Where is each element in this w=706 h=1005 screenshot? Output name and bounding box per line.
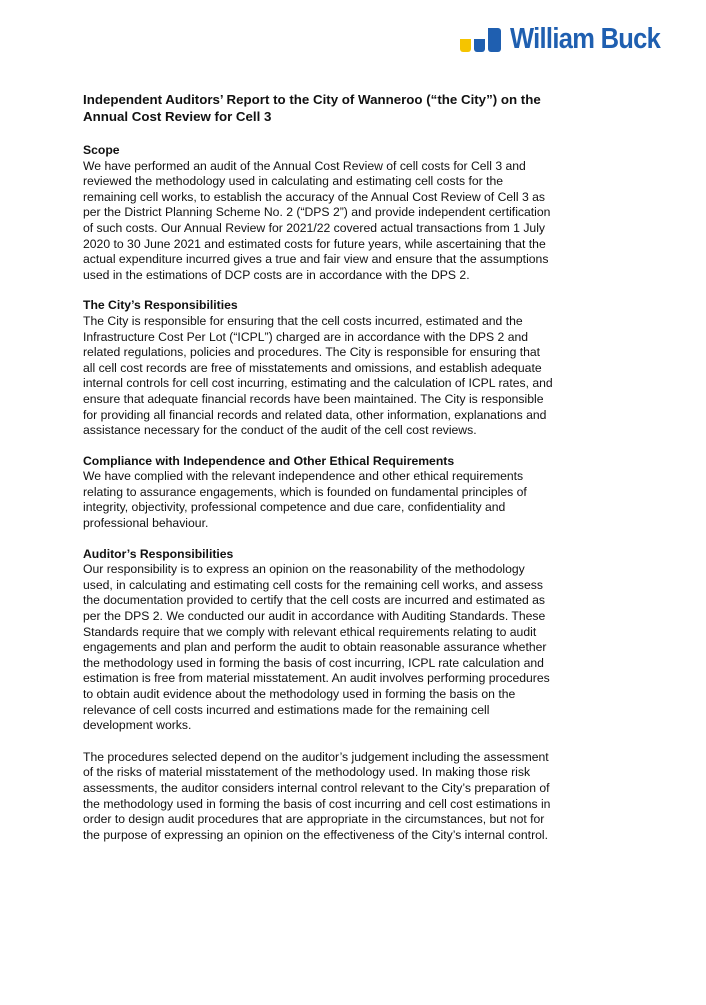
section-paragraph: The procedures selected depend on the auditor’s judgement including the assessment of the risks of material misstatement of the methodology used. In making those risk assessments, the auditor considers internal control relevant to the City’s preparation of the methodology used in forming the basis of cost incurring and cell cost estimations in order to design audit procedures that are appropriate in the circumstances, but not for the purpose of expressing an opinion on the effectiveness of the City’s internal control. (83, 749, 551, 842)
section-heading: The City’s Responsibilities (83, 298, 238, 313)
logo-blue-block-small (474, 39, 485, 52)
section-scope (83, 143, 553, 283)
william-buck-logo (460, 22, 692, 56)
section-heading: Scope (83, 143, 120, 157)
section-paragraph: The City is responsible for ensuring that the cell costs incurred, estimated and the Infrastructure Cost Per Lot (“ICPL”) charged are in accordance with the DPS 2 and related regulations, policies and procedures. The City is responsible for ensuring that all cell cost records are free of misstatements and omissions, and establish adequate internal controls for cell cost incurring, estimating and the calculation of ICPL rates, and ensure that adequate financial records have been maintained. The City is responsible for providing all financial records and related data, other information, explanations and assistance necessary for the conduct of the audit of the cell cost reviews. (83, 313, 553, 438)
logo-mark-icon (460, 26, 504, 52)
logo-blue-block-tall (488, 28, 501, 52)
section-independence-ethics (83, 454, 553, 532)
section-paragraph: We have complied with the relevant independence and other ethical requirements relating to assurance engagements, which is founded on fundamental principles of integrity, objectivity, professional competence and due care, confidentiality and professional behaviour. (83, 469, 527, 531)
section-city-responsibilities (83, 298, 553, 438)
logo-text: William Buck (510, 22, 661, 55)
section-heading: Compliance with Independence and Other Ethical Requirements (83, 453, 455, 468)
section-paragraph: Our responsibility is to express an opinion on the reasonability of the methodology used, in calculating and estimating cell costs for the remaining cell works, and assess the documentation provided to certify that the cell costs are incurred and estimated as per the DPS 2. We conducted our audit in accordance with Auditing Standards. These Standards require that we comply with relevant ethical requirements relating to audit engagements and plan and perform the audit to obtain reasonable assurance whether the methodology used in forming the basis of cost incurring, ICPL rate calculation and estimation is free from material misstatement. An audit involves performing procedures to obtain audit evidence about the methodology used in forming the basis on the relevance of cell costs incurred and estimations made for the remaining cell development works. (83, 562, 550, 733)
section-heading: Auditor’s Responsibilities (83, 546, 234, 561)
logo-yellow-block (460, 39, 471, 52)
section-auditor-responsibilities (83, 547, 553, 844)
section-paragraph: We have performed an audit of the Annual Cost Review of cell costs for Cell 3 and reviewed the methodology used in calculating and estimating cell costs for the remaining cell works, to establish the accuracy of the Annual Cost Review of Cell 3 as per the District Planning Scheme No. 2 (“DPS 2”) and provide independent certification of such costs. Our Annual Review for 2021/22 covered actual transactions from 1 July 2020 to 30 June 2021 and estimated costs for future years, while ascertaining that the actual expenditure incurred gives a true and fair view and ensure that the assumptions used in the estimations of DCP costs are in accordance with the DPS 2. (83, 158, 551, 282)
report-title: Independent Auditors’ Report to the City of Wanneroo (“the City”) on the Annual Cost Review for Cell 3 (83, 92, 541, 124)
report-body (83, 91, 553, 858)
